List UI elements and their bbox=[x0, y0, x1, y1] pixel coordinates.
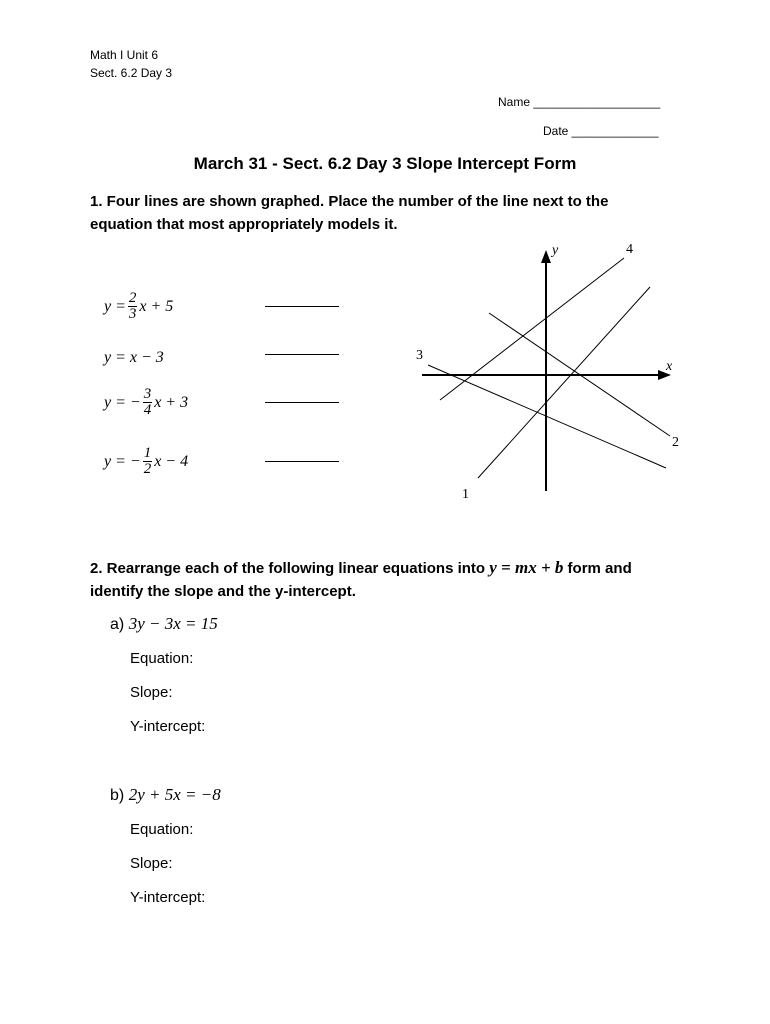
equation-2 bbox=[104, 349, 164, 367]
part-b-equation-label: Equation: bbox=[130, 821, 194, 838]
equation-3-denominator: 4 bbox=[143, 402, 152, 418]
graph-line-4 bbox=[440, 258, 624, 400]
line-label-3: 3 bbox=[416, 348, 423, 363]
y-axis-label: y bbox=[552, 243, 559, 258]
equation-4 bbox=[104, 446, 188, 477]
equation-1 bbox=[104, 291, 173, 322]
equation-4-lhs: y = − bbox=[104, 452, 141, 470]
question-2-intro: 2. Rearrange each of the following linear equations into bbox=[90, 560, 490, 577]
part-a-slope-label: Slope: bbox=[130, 684, 173, 701]
part-b-equation: 2y + 5x = −8 bbox=[128, 785, 221, 804]
part-b bbox=[110, 785, 221, 805]
equation-1-numerator: 2 bbox=[128, 290, 137, 306]
part-a-equation: 3y − 3x = 15 bbox=[128, 614, 218, 633]
equation-3-numerator: 3 bbox=[143, 386, 152, 402]
question-2-intro-end: form and bbox=[563, 560, 632, 577]
date-field: Date _____________ bbox=[543, 124, 659, 138]
equation-1-lhs: y = bbox=[104, 297, 126, 315]
equation-3-lhs: y = − bbox=[104, 393, 141, 411]
equation-3 bbox=[104, 387, 188, 418]
part-a bbox=[110, 614, 218, 634]
part-b-label: b) bbox=[110, 787, 125, 804]
line-label-2: 2 bbox=[672, 435, 679, 450]
equation-1-rest: x + 5 bbox=[139, 297, 174, 315]
x-axis-label: x bbox=[666, 359, 673, 374]
equation-4-numerator: 1 bbox=[143, 445, 152, 461]
equation-3-rest: x + 3 bbox=[154, 393, 189, 411]
name-field: Name ___________________ bbox=[498, 95, 661, 109]
course-label: Math I Unit 6 bbox=[90, 48, 159, 62]
equation-2-text: y = x − 3 bbox=[104, 349, 164, 366]
y-axis-arrow bbox=[541, 250, 551, 263]
part-a-label: a) bbox=[110, 616, 125, 633]
graph-line-1 bbox=[478, 287, 650, 478]
line-label-4: 4 bbox=[626, 242, 633, 257]
page-title: March 31 - Sect. 6.2 Day 3 Slope Intercept Form bbox=[193, 154, 577, 173]
equation-1-denominator: 3 bbox=[128, 306, 137, 322]
question-2-line-2: identify the slope and the y-intercept. bbox=[90, 583, 356, 600]
part-b-intercept-label: Y-intercept: bbox=[130, 889, 206, 906]
question-2-line-1 bbox=[90, 556, 632, 580]
part-a-equation-label: Equation: bbox=[130, 650, 194, 667]
part-a-intercept-label: Y-intercept: bbox=[130, 718, 206, 735]
answer-blank-1[interactable] bbox=[265, 306, 339, 307]
equation-4-denominator: 2 bbox=[143, 461, 152, 477]
part-b-slope-label: Slope: bbox=[130, 855, 173, 872]
answer-blank-2[interactable] bbox=[265, 354, 339, 355]
question-1-line-1: 1. Four lines are shown graphed. Place the number of the line next to the bbox=[90, 193, 609, 210]
section-label: Sect. 6.2 Day 3 bbox=[90, 66, 173, 80]
question-1-line-2: equation that most appropriately models it. bbox=[90, 216, 398, 233]
slope-intercept-form: y = mx + b bbox=[489, 558, 564, 577]
answer-blank-4[interactable] bbox=[265, 461, 339, 462]
answer-blank-3[interactable] bbox=[265, 402, 339, 403]
equation-4-rest: x − 4 bbox=[154, 452, 189, 470]
lines-graph bbox=[400, 236, 700, 508]
line-label-1: 1 bbox=[462, 487, 469, 502]
